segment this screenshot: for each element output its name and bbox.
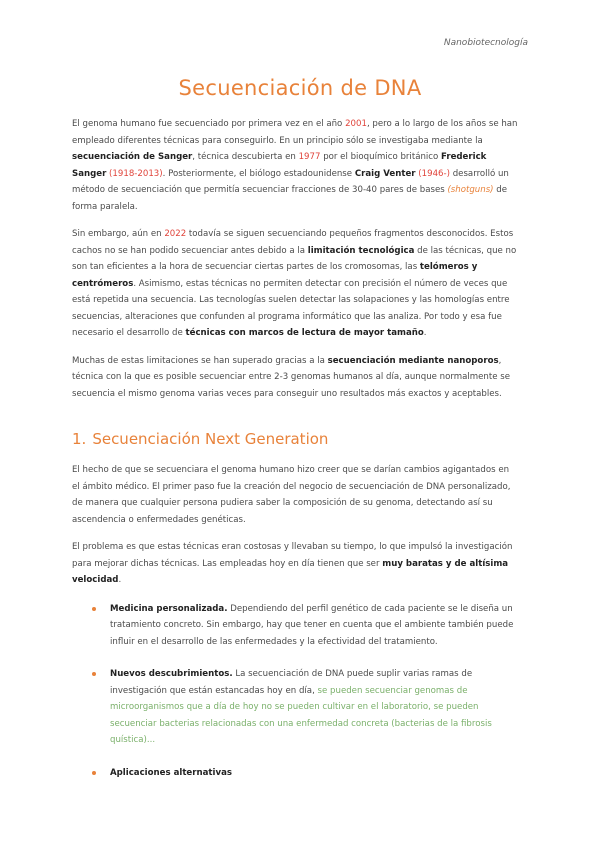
text: por el bioquímico británico: [320, 152, 442, 162]
text: , pero a lo largo de los años se han empleado diferentes técnicas para conseguirlo. En un principio sólo se investigaba mediante la: [72, 119, 518, 146]
paragraph-2: [72, 226, 518, 342]
header-subject: Nanobiotecnología: [443, 38, 528, 48]
list-item: [72, 601, 518, 651]
bold-term: secuenciación de Sanger: [72, 152, 193, 162]
text: , técnica con la que es posible secuenciar entre 2-3 genomas humanos al día, aunque normalmente se secuencia el mismo genoma varias veces para conseguir uno resultados más exactos y aceptables.: [72, 355, 511, 399]
bold-term: muy baratas y de altísima velocidad: [72, 558, 509, 585]
section-paragraph-1: El hecho de que se secuenciara el genoma humano hizo creer que se darían cambios agigantados en el ámbito médico. El primer paso fue la creación del negocio de secuenciación de DNA personalizado, de manera que cualquier persona pudiera saber la composición de su genoma, detectando así su ascendencia o enfermedades genéticas.: [72, 465, 511, 525]
year-highlight: 2001: [345, 119, 367, 129]
text: . Asimismo, estas técnicas no permiten detectar con precisión el número de veces que está repetida una secuencia. Las tecnologías suelen detectar las solapaciones y las homologías entre secuencias, alteraciones que confunden al programa informático que las analiza. Por todo y esa fue necesario el desarrollo de: [72, 278, 510, 338]
text: .: [118, 575, 122, 585]
bullet-dot-icon: [92, 771, 96, 775]
bullet-text: La secuenciación de DNA puede suplir varias ramas de investigación que están estancadas hoy en día,: [110, 669, 473, 696]
page-title: Secuenciación de DNA: [178, 76, 422, 100]
bullet-dot-icon: [92, 607, 96, 611]
text: de las técnicas, que no son tan eficientes a la hora de secuenciar ciertas partes de los cromosomas, las: [72, 245, 517, 272]
bullet-text: Dependiendo del perfil genético de cada paciente se le diseña un tratamiento concreto. Sin embargo, hay que tener en cuenta que el ambiente también puede influir en el desarrollo de las enfermedades y la efectividad del tratamiento.: [110, 603, 514, 647]
paragraph-1: [72, 116, 518, 215]
bullet-list: [72, 601, 518, 782]
document-body: [72, 116, 518, 797]
bold-term: Craig Venter: [354, 168, 416, 179]
text: .: [423, 328, 427, 338]
year-highlight: 2022: [164, 229, 187, 239]
bold-term: secuenciación mediante nanoporos: [327, 355, 499, 366]
years-highlight: (1918-2013): [106, 168, 163, 179]
section-heading: [72, 430, 518, 448]
section-title: Secuenciación Next Generation: [92, 430, 329, 448]
list-item: [72, 666, 518, 749]
section-paragraph-2: [72, 539, 518, 589]
years-highlight: (1946-): [415, 168, 450, 179]
bold-term: Frederick Sanger: [72, 152, 487, 179]
text: Muchas de estas limitaciones se han superado gracias a la: [72, 355, 328, 366]
bullet-title: Nuevos descubrimientos.: [110, 669, 233, 679]
bullet-dot-icon: [92, 672, 96, 676]
text: , técnica descubierta en: [192, 152, 299, 162]
text: . Posteriormente, el biólogo estadounidense: [162, 168, 355, 179]
text: El problema es que estas técnicas eran costosas y llevaban su tiempo, lo que impulsó la investigación para mejorar dichas técnicas. Las empleadas hoy en día tienen que ser: [72, 542, 513, 569]
text: Sin embargo, aún en: [72, 229, 165, 239]
bold-term: telómeros y centrómeros: [72, 262, 478, 289]
text: de forma paralela.: [72, 185, 508, 212]
bullet-title: Medicina personalizada.: [110, 603, 228, 614]
bullet-title: Aplicaciones alternativas: [110, 767, 232, 778]
paragraph-3: [72, 353, 518, 403]
text: El genoma humano fue secuenciado por primera vez en el año: [72, 119, 346, 129]
text: todavía se siguen secuenciando pequeños fragmentos desconocidos. Estos cachos no se han podido secuenciar antes debido a la: [72, 229, 514, 256]
text: desarrolló un método de secuenciación que permitía secuenciar fracciones de 30-40 pares de bases: [72, 168, 509, 195]
year-highlight: 1977: [298, 152, 321, 162]
bullet-green-text: se pueden secuenciar genomas de microorganismos que a día de hoy no se pueden cultivar en el laboratorio, se pueden secuenciar bacterias relacionadas con una enfermedad concreta (bacterias de la fibrosis quística)...: [110, 685, 492, 745]
list-item: [72, 765, 518, 782]
bold-term: limitación tecnológica: [307, 245, 415, 256]
italic-term: (shotguns): [447, 185, 494, 195]
section-number: 1.: [72, 430, 87, 448]
bold-term: técnicas con marcos de lectura de mayor tamaño: [185, 328, 424, 338]
